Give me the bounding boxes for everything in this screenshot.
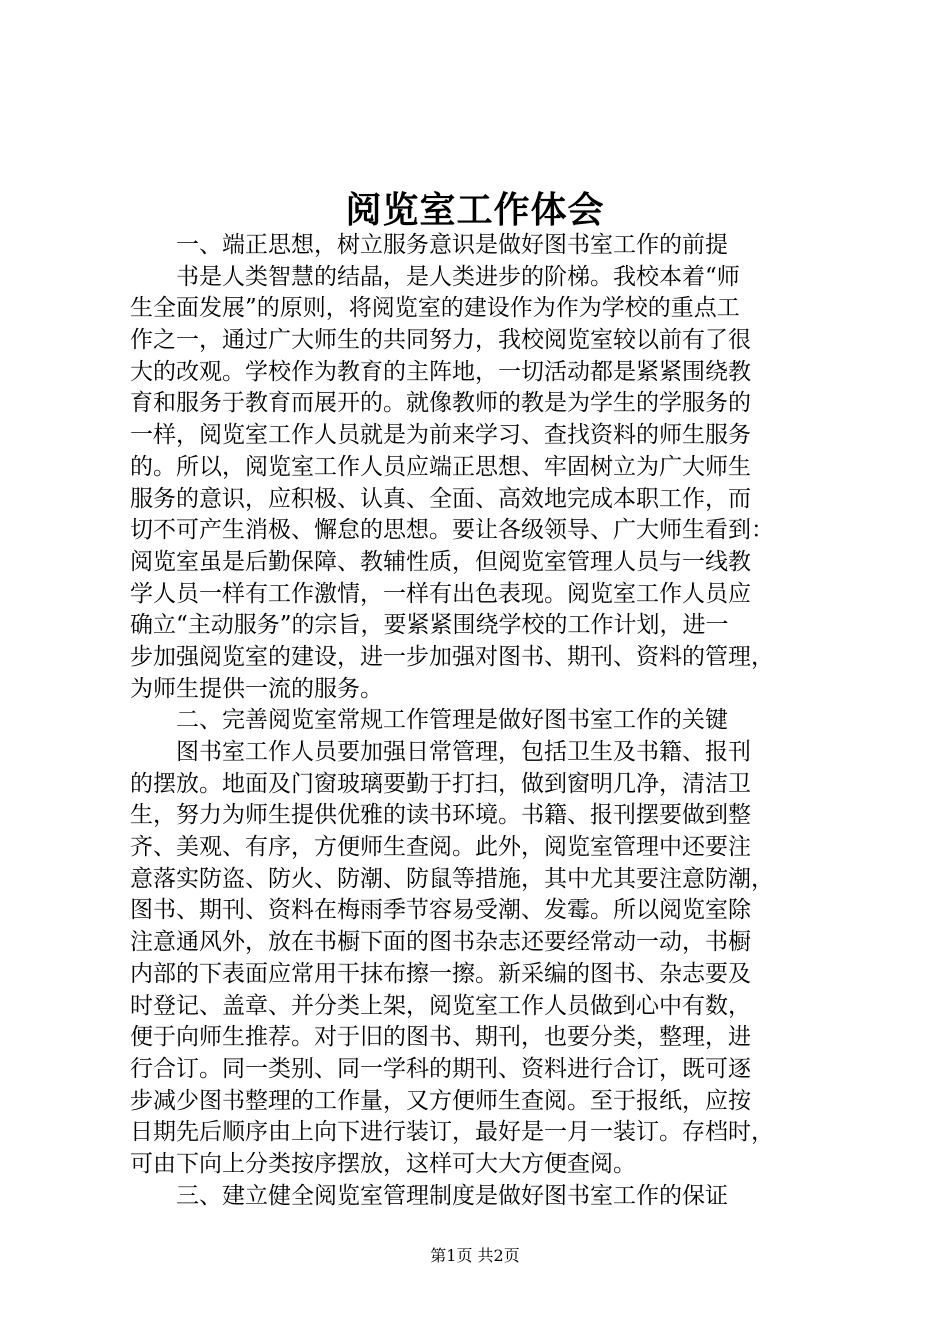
text-line: 图书室工作人员要加强日常管理，包括卫生及书籍、报刊 (176, 739, 751, 765)
text-line: 的。所以，阅览室工作人员应端正思想、牢固树立为广大师生 (130, 453, 751, 480)
text-line: 内部的下表面应常用干抹布擦一擦。新采编的图书、杂志要及 (130, 960, 751, 987)
body-text (130, 230, 830, 1212)
text-line: 一样，阅览室工作人员就是为前来学习、查找资料的师生服务 (130, 422, 751, 449)
text-line: 步加强阅览室的建设，进一步加强对图书、期刊、资料的管理， (130, 643, 774, 670)
page-title: 阅览室工作体会 (345, 189, 605, 231)
text-line: 步减少图书整理的工作量，又方便师生查阅。至于报纸，应按 (130, 1087, 751, 1114)
text-line: 三、建立健全阅览室管理制度是做好图书室工作的保证 (176, 1182, 728, 1209)
text-line: 作之一，通过广大师生的共同努力，我校阅览室较以前有了很 (130, 327, 751, 354)
text-line: 注意通风外，放在书橱下面的图书杂志还要经常动一动，书橱 (130, 929, 751, 956)
text-line: 大的改观。学校作为教育的主阵地，一切活动都是紧紧围绕教 (130, 358, 751, 385)
text-line: 的摆放。地面及门窗玻璃要勤于打扫，做到窗明几净，清洁卫 (130, 770, 751, 797)
text-line: 二、完善阅览室常规工作管理是做好图书室工作的关键 (176, 707, 728, 734)
text-line: 便于向师生推荐。对于旧的图书、期刊，也要分类，整理，进 (130, 1024, 751, 1051)
text-line: 书是人类智慧的结晶，是人类进步的阶梯。我校本着“师 (176, 263, 740, 290)
text-line: 育和服务于教育而展开的。就像教师的教是为学生的学服务的 (130, 390, 751, 417)
text-line: 图书、期刊、资料在梅雨季节容易受潮、发霉。所以阅览室除 (130, 897, 751, 924)
text-line: 可由下向上分类按序摆放，这样可大大方便查阅。 (130, 1150, 636, 1177)
text-line: 行合订。同一类别、同一学科的期刊、资料进行合订，既可逐 (130, 1055, 751, 1082)
page-footer: 第1页 共2页 (430, 1246, 520, 1265)
text-line: 服务的意识，应积极、认真、全面、高效地完成本职工作，而 (130, 485, 751, 512)
text-line: 意落实防盗、防火、防潮、防鼠等措施，其中尤其要注意防潮， (130, 865, 774, 892)
text-line: 阅览室虽是后勤保障、教辅性质，但阅览室管理人员与一线教 (130, 548, 751, 575)
text-line: 生，努力为师生提供优雅的读书环境。书籍、报刊摆要做到整 (130, 802, 751, 829)
text-line: 齐、美观、有序，方便师生查阅。此外，阅览室管理中还要注 (130, 834, 751, 861)
text-line: 切不可产生消极、懈怠的思想。要让各级领导、广大师生看到： (130, 517, 774, 544)
text-line: 学人员一样有工作激情，一样有出色表现。阅览室工作人员应 (130, 580, 751, 607)
text-line: 时登记、盖章、并分类上架，阅览室工作人员做到心中有数， (130, 992, 751, 1019)
text-line: 日期先后顺序由上向下进行装订，最好是一月一装订。存档时， (130, 1119, 774, 1146)
text-line: 生全面发展”的原则，将阅览室的建设作为作为学校的重点工 (130, 295, 740, 322)
text-line: 确立“主动服务”的宗旨，要紧紧围绕学校的工作计划，进一 (130, 612, 729, 639)
text-line: 一、端正思想，树立服务意识是做好图书室工作的前提 (176, 232, 728, 258)
text-line: 为师生提供一流的服务。 (130, 675, 383, 702)
